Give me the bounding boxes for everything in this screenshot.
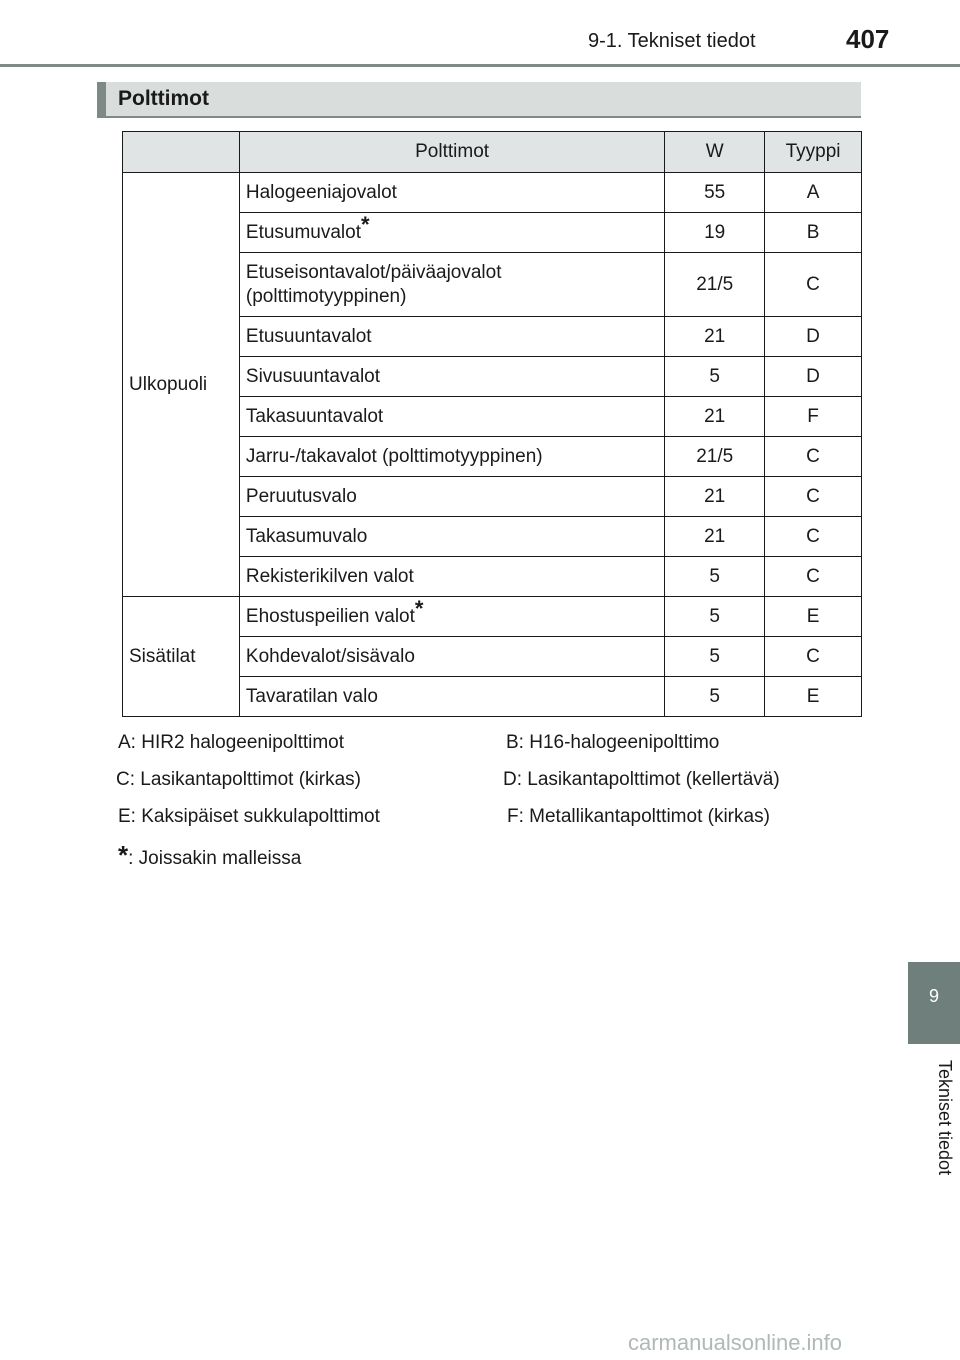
bulb-type: E [765,597,862,637]
group-exterior: Ulkopuoli [123,173,240,597]
header-bulbs: Polttimot [239,132,664,173]
watermark: carmanualsonline.info [628,1330,843,1355]
bulb-watts: 21 [665,477,765,517]
group-interior: Sisätilat [123,597,240,717]
bulb-type: B [765,213,862,253]
bulb-name: Takasuuntavalot [239,397,664,437]
bulb-watts: 19 [665,213,765,253]
footnote-asterisk: * [414,596,424,622]
footnote-text: : Joissakin malleissa [128,848,302,869]
legend-d: D: Lasikantapolttimot (kellertävä) [503,769,780,790]
bulb-name-cell [239,253,664,317]
bulb-watts: 5 [665,557,765,597]
bulb-name: Ehostuspeilien valot [245,605,415,627]
header-rule [0,64,960,67]
footnote [118,840,301,871]
bulb-name: Etusuuntavalot [239,317,664,357]
bulb-watts: 21 [665,317,765,357]
legend-f: F: Metallikantapolttimot (kirkas) [507,806,770,827]
bulb-watts: 5 [665,597,765,637]
bulb-name: Jarru-/takavalot (polttimotyyppinen) [239,437,664,477]
legend-c: C: Lasikantapolttimot (kirkas) [116,769,361,790]
bulb-name: Rekisterikilven valot [239,557,664,597]
chapter-number: 9 [928,986,939,1006]
bulb-name: Peruutusvalo [239,477,664,517]
bulb-type: C [765,517,862,557]
bulb-name: Takasumuvalo [239,517,664,557]
table-header-row [123,132,862,173]
bulb-name-line2: (polttimotyyppinen) [245,285,407,307]
bulb-type: C [765,253,862,317]
bulb-type: C [765,477,862,517]
running-header-section: 9-1. Tekniset tiedot [588,30,756,52]
header-type: Tyyppi [765,132,862,173]
bulb-name: Etuseisontavalot/päiväajovalot [245,261,502,283]
bulb-type: C [765,637,862,677]
bulb-name: Kohdevalot/sisävalo [239,637,664,677]
page-number: 407 [846,24,890,54]
bulb-watts: 55 [665,173,765,213]
bulb-watts: 21/5 [665,253,765,317]
bulb-type: C [765,557,862,597]
section-heading-bar [97,82,861,118]
chapter-label: Tekniset tiedot [935,1060,955,1176]
bulb-watts: 21/5 [665,437,765,477]
bulb-name-cell [239,597,664,637]
footnote-asterisk: * [361,212,370,238]
bulb-watts: 21 [665,517,765,557]
header-blank [123,132,240,173]
bulb-watts: 5 [665,357,765,397]
bulb-name: Halogeeniajovalot [239,173,664,213]
bulb-watts: 5 [665,677,765,717]
chapter-tab [908,962,960,1044]
bulb-type: C [765,437,862,477]
bulb-type: A [765,173,862,213]
header-watts: W [665,132,765,173]
bulb-type: F [765,397,862,437]
bulb-name: Sivusuuntavalot [239,357,664,397]
table-row [123,597,862,637]
bulb-table [122,131,862,717]
bulb-type: D [765,357,862,397]
section-title: Polttimot [118,87,209,110]
bulb-type: E [765,677,862,717]
legend-b: B: H16-halogeenipolttimo [506,732,720,753]
bulb-name: Etusumuvalot [245,221,362,243]
footnote-symbol: * [118,840,129,870]
bulb-name-cell [239,213,664,253]
legend-a: A: HIR2 halogeenipolttimot [118,732,345,753]
legend-e: E: Kaksipäiset sukkulapolttimot [118,806,380,827]
bulb-watts: 21 [665,397,765,437]
bulb-type: D [765,317,862,357]
bulb-watts: 5 [665,637,765,677]
bulb-name: Tavaratilan valo [239,677,664,717]
table-row [123,173,862,213]
